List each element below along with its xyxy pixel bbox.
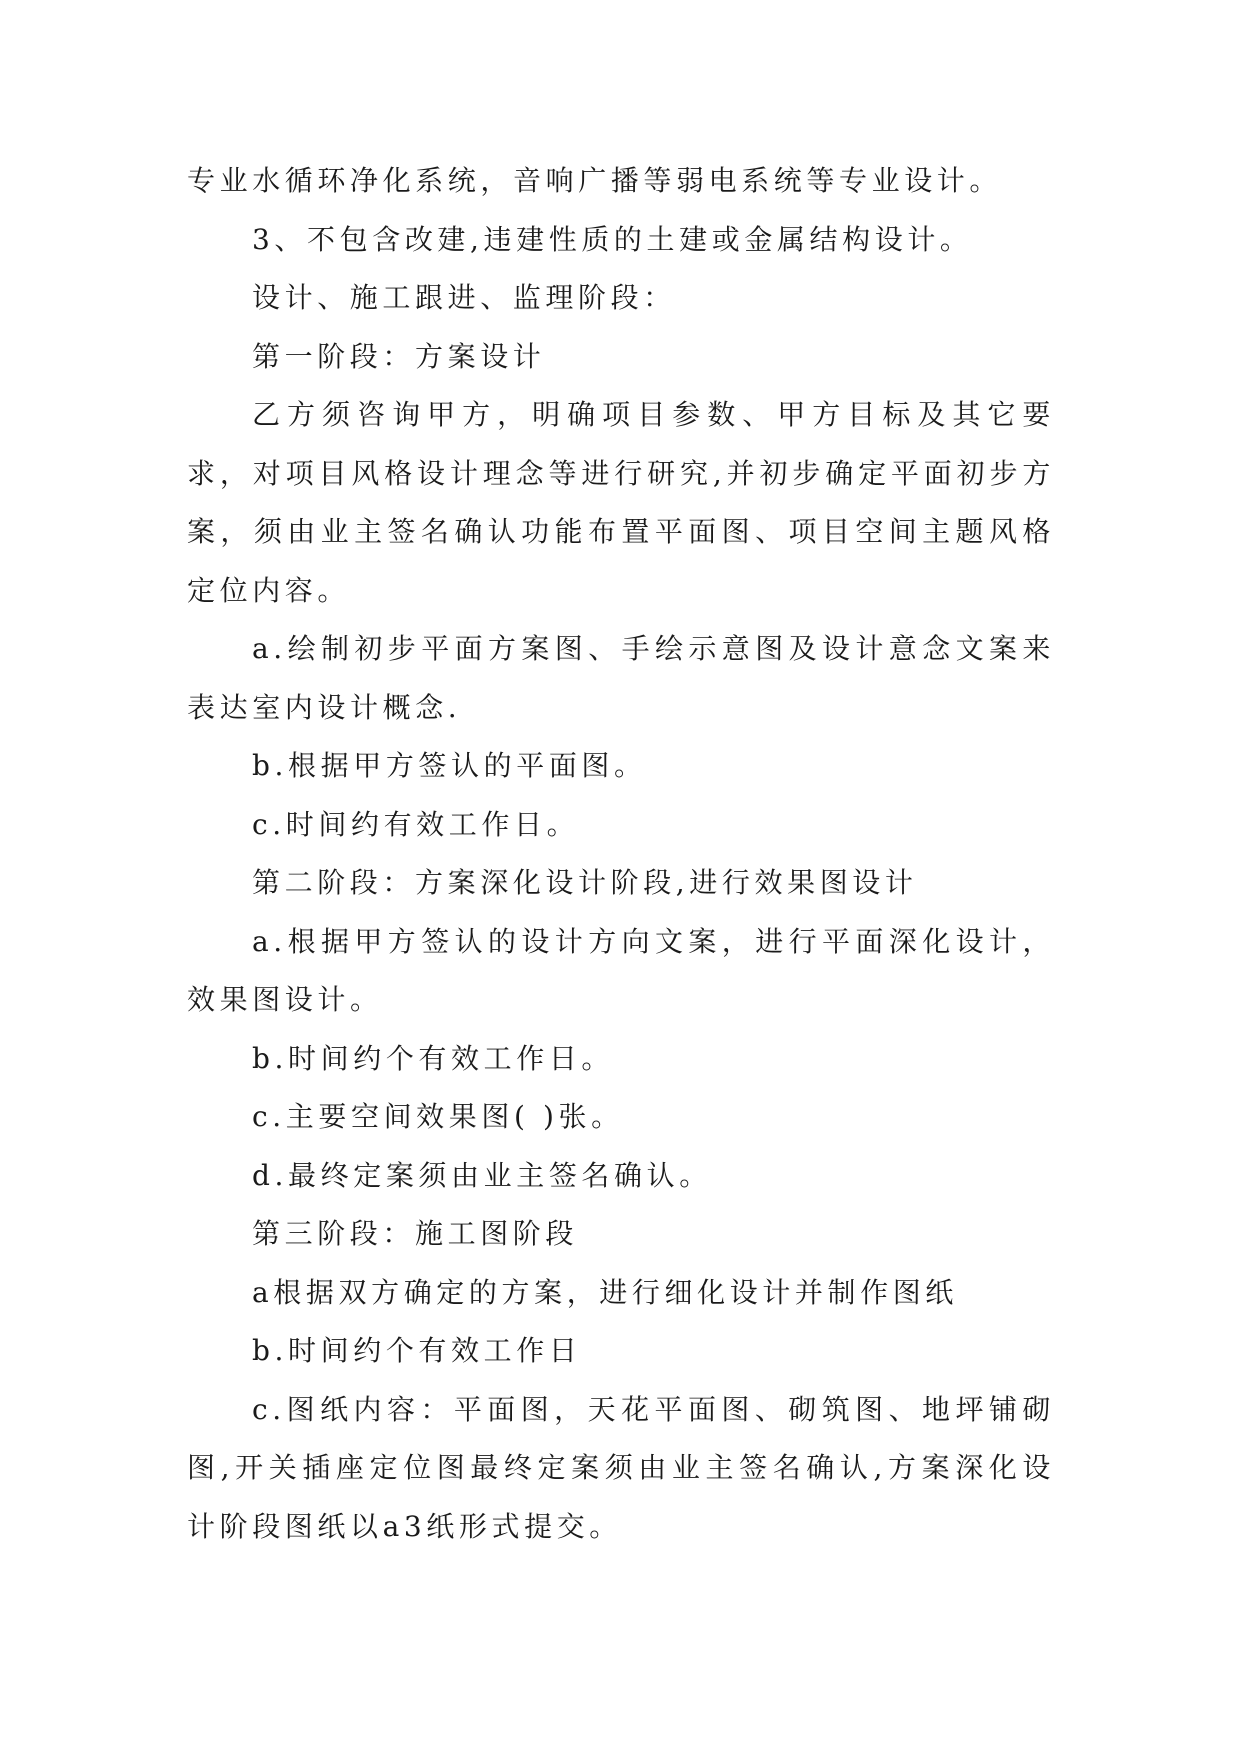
paragraph-scope-item-3: 3、不包含改建,违建性质的土建或金属结构设计。 — [252, 222, 973, 256]
phase-3-item-a: a根据双方确定的方案，进行细化设计并制作图纸 — [252, 1275, 958, 1309]
phase-1-item-c: c.时间约有效工作日。 — [252, 807, 580, 841]
paragraph-scope-continuation: 专业水循环净化系统，音响广播等弱电系统等专业设计。 — [187, 164, 1003, 197]
phase-1-item-b: b.根据甲方签认的平面图。 — [252, 749, 647, 782]
phase-3-item-b: b.时间约个有效工作日 — [252, 1334, 582, 1367]
document-body — [187, 152, 1055, 1556]
phase-2-item-a: a.根据甲方签认的设计方向文案，进行平面深化设计，效果图设计。 — [187, 924, 1055, 1016]
phase-1-description: 乙方须咨询甲方，明确项目参数、甲方目标及其它要求，对项目风格设计理念等进行研究,并初步确定平面初步方案，须由业主签名确认功能布置平面图、项目空间主题风格定位内容。 — [187, 398, 1055, 607]
phase-2-heading: 第二阶段：方案深化设计阶段,进行效果图设计 — [252, 866, 918, 899]
section-heading-phases: 设计、施工跟进、监理阶段： — [252, 281, 676, 314]
phase-3-heading: 第三阶段：施工图阶段 — [252, 1217, 579, 1250]
phase-3-item-c: c.图纸内容：平面图，天花平面图、砌筑图、地坪铺砌图,开关插座定位图最终定案须由业主签名确认,方案深化设计阶段图纸以a3纸形式提交。 — [187, 1392, 1055, 1543]
phase-2-item-b: b.时间约个有效工作日。 — [252, 1041, 615, 1075]
phase-1-heading: 第一阶段：方案设计 — [252, 339, 546, 373]
phase-2-item-d: d.最终定案须由业主签名确认。 — [252, 1158, 712, 1192]
phase-1-item-a: a.绘制初步平面方案图、手绘示意图及设计意念文案来表达室内设计概念. — [187, 632, 1055, 724]
phase-2-item-c: c.主要空间效果图( )张。 — [252, 1100, 624, 1133]
